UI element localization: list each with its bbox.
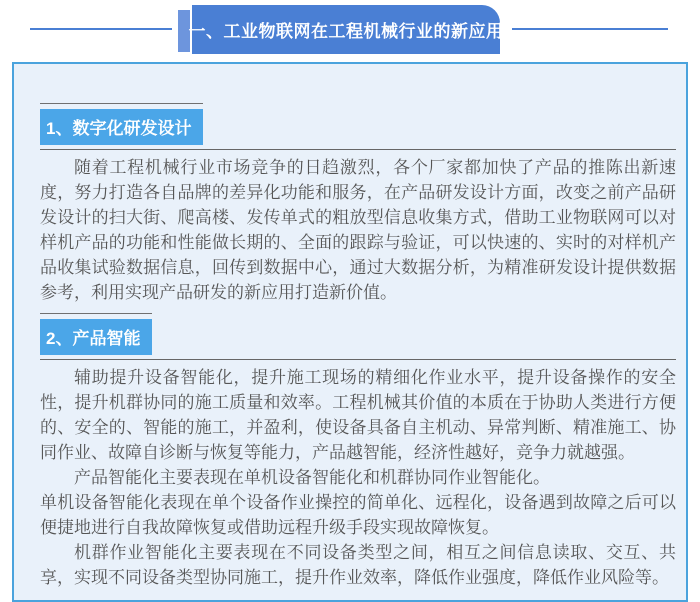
section-2-top-rule	[40, 313, 152, 314]
section-1-divider	[40, 149, 676, 150]
section-2-heading: 2、产品智能	[40, 319, 152, 355]
section-1-heading: 1、数字化研发设计	[40, 109, 203, 145]
section-2-paragraph: 机群作业智能化主要表现在不同设备类型之间，相互之间信息读取、交互、共享，实现不同设备类型协同施工，提升作业效率，降低作业强度，降低作业风险等。	[40, 543, 676, 587]
section-2-divider	[40, 359, 676, 360]
section-2-paragraph: 产品智能化主要表现在单机设备智能化和机群协同作业智能化。	[74, 468, 550, 487]
banner-right-line	[512, 28, 668, 30]
section-1-heading-group	[40, 103, 203, 145]
section-2-heading-group	[40, 313, 152, 355]
section-2-paragraph: 单机设备智能化表现在单个设备作业操控的简单化、远程化，设备遇到故障之后可以便捷地进行自我故障恢复或借助远程升级手段实现故障恢复。	[40, 493, 676, 537]
banner	[188, 5, 504, 54]
banner-row	[0, 0, 700, 60]
banner-left-line	[30, 28, 172, 30]
section-1-top-rule	[40, 103, 203, 104]
section-2-paragraph: 辅助提升设备智能化，提升施工现场的精细化作业水平，提升设备操作的安全性，提升机群协同的施工质量和效率。工程机械其价值的本质在于协助人类进行方便的、安全的、智能的施工，并盈利，使设备具备自主机动、异常判断、精准施工、协同作业、故障自诊断与恢复等能力，产品越智能，经济性越好，竞争力就越强。	[40, 368, 676, 462]
section-1-paragraph: 随着工程机械行业市场竞争的日趋激烈，各个厂家都加快了产品的推陈出新速度，努力打造各自品牌的差异化功能和服务，在产品研发设计方面，改变之前产品研发设计的扫大街、爬高楼、发传单式的粗放型信息收集方式，借助工业物联网可以对样机产品的功能和性能做长期的、全面的跟踪与验证，可以快速的、实时的对样机产品收集试验数据信息，回传到数据中心，通过大数据分析，为精准研发设计提供数据参考，利用实现产品研发的新应用打造新价值。	[40, 158, 676, 302]
content-panel	[12, 62, 688, 602]
banner-title: 一、工业物联网在工程机械行业的新应用	[188, 22, 504, 41]
